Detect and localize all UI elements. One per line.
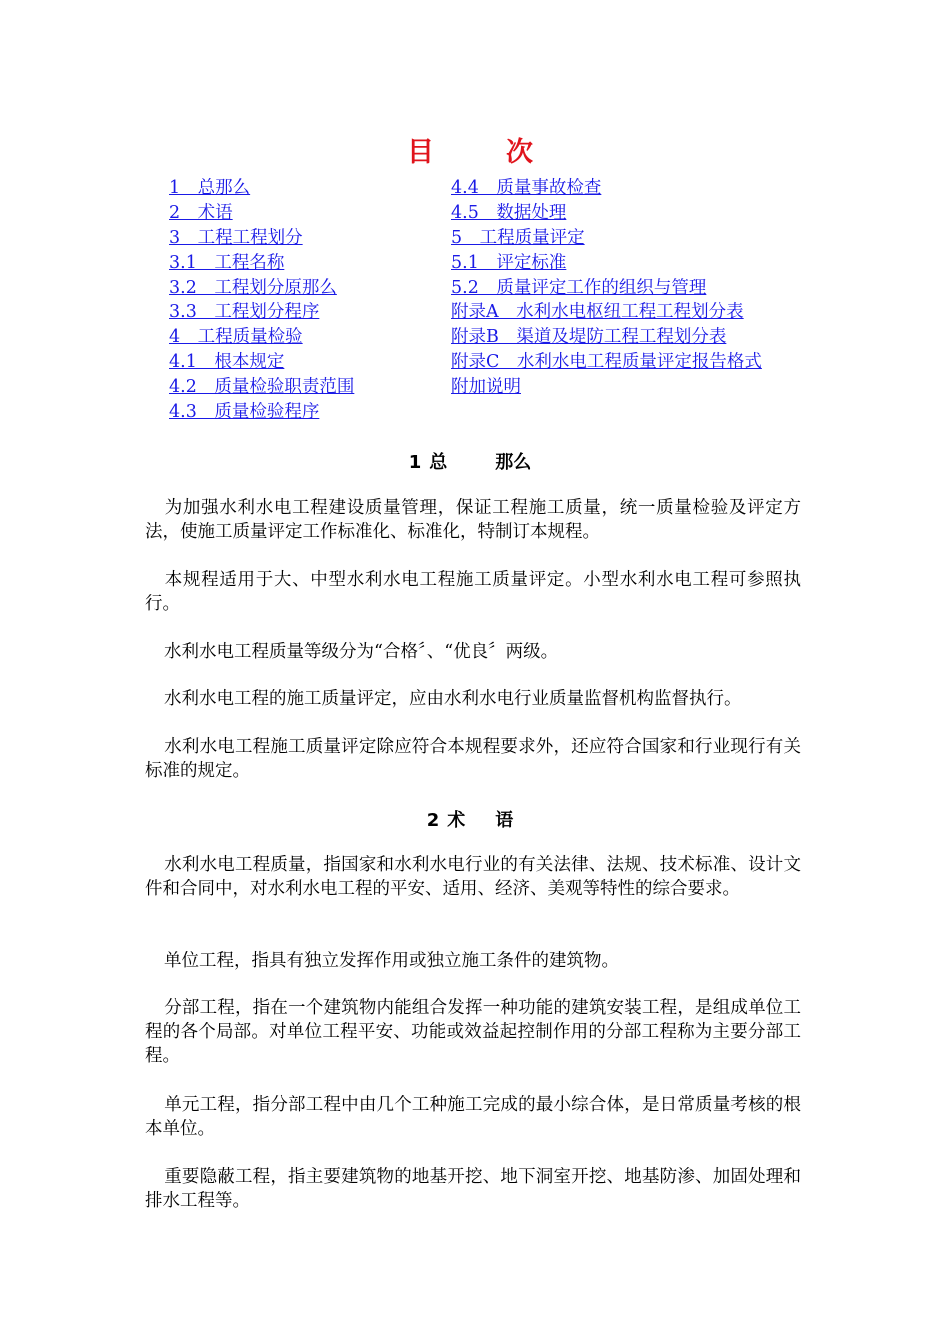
section-2-paragraph-4: 单元工程，指分部工程中由几个工种施工完成的最小综合体，是日常质量考核的根本单位。 [145,1095,801,1139]
toc-link-additional-notes[interactable]: 附加说明 [451,377,521,398]
toc-link-appendix-c[interactable]: 附录C 水利水电工程质量评定报告格式 [451,352,762,373]
section-2-title-part-1: 术 [447,810,466,831]
toc-link-2[interactable]: 2 术语 [169,202,233,223]
section-1-paragraph-3: 水利水电工程质量等级分为“合格〞、“优良〞两级。 [164,642,559,662]
section-2-paragraph-5: 重要隐蔽工程，指主要建筑物的地基开挖、地下洞室开挖、地基防渗、加固处理和排水工程等。 [145,1167,801,1211]
toc-title-char-2: 次 [506,137,533,168]
section-1-title-part-2: 那么 [495,452,532,473]
section-2-heading [0,806,940,832]
toc-link-1[interactable]: 1 总那么 [169,178,251,198]
toc-link-3-2[interactable]: 3.2 工程划分原那么 [169,277,337,298]
section-1-heading [0,448,940,474]
toc-link-4-3[interactable]: 4.3 质量检验程序 [169,402,320,423]
toc-link-4[interactable]: 4 工程质量检验 [169,327,303,348]
toc-left-column [169,176,354,425]
toc-link-5-1[interactable]: 5.1 评定标准 [451,252,567,273]
section-2-number: 2 [426,810,440,831]
toc-link-5[interactable]: 5 工程质量评定 [451,227,585,248]
section-1-paragraph-4: 水利水电工程的施工质量评定，应由水利水电行业质量监督机构监督执行。 [164,689,742,709]
toc-link-4-4[interactable]: 4.4 质量事故检查 [451,178,602,198]
section-2-title-part-2: 语 [495,810,514,831]
toc-link-3[interactable]: 3 工程工程划分 [169,227,303,248]
section-1-title-part-1: 总 [429,452,448,473]
toc-link-3-1[interactable]: 3.1 工程名称 [169,252,285,273]
toc-link-5-2[interactable]: 5.2 质量评定工作的组织与管理 [451,277,707,298]
section-1-paragraph-1: 为加强水利水电工程建设质量管理，保证工程施工质量，统一质量检验及评定方法，使施工质量评定工作标准化、标准化，特制订本规程。 [145,498,801,542]
section-2-paragraph-3: 分部工程，指在一个建筑物内能组合发挥一种功能的建筑安装工程，是组成单位工程的各个局部。对单位工程平安、功能或效益起控制作用的分部工程称为主要分部工程。 [145,998,801,1066]
section-1-number: 1 [408,452,422,473]
section-1-paragraph-5: 水利水电工程施工质量评定除应符合本规程要求外，还应符合国家和行业现行有关标准的规定。 [145,737,801,781]
toc-title-char-1: 目 [407,137,434,168]
toc-link-3-3[interactable]: 3.3 工程划分程序 [169,302,320,323]
section-1-paragraph-2: 本规程适用于大、中型水利水电工程施工质量评定。小型水利水电工程可参照执行。 [145,570,801,614]
section-2-paragraph-1: 水利水电工程质量，指国家和水利水电行业的有关法律、法规、技术标准、设计文件和合同中，对水利水电工程的平安、适用、经济、美观等特性的综合要求。 [145,855,801,899]
toc-link-appendix-a[interactable]: 附录A 水利水电枢纽工程工程划分表 [451,302,744,323]
toc-link-appendix-b[interactable]: 附录B 渠道及堤防工程工程划分表 [451,327,727,348]
toc-link-4-2[interactable]: 4.2 质量检验职责范围 [169,377,355,398]
toc-link-4-1[interactable]: 4.1 根本规定 [169,352,285,373]
toc-right-column [451,176,762,400]
section-2-paragraph-2: 单位工程，指具有独立发挥作用或独立施工条件的建筑物。 [164,951,619,971]
toc-link-4-5[interactable]: 4.5 数据处理 [451,202,567,223]
toc-title [0,130,940,169]
